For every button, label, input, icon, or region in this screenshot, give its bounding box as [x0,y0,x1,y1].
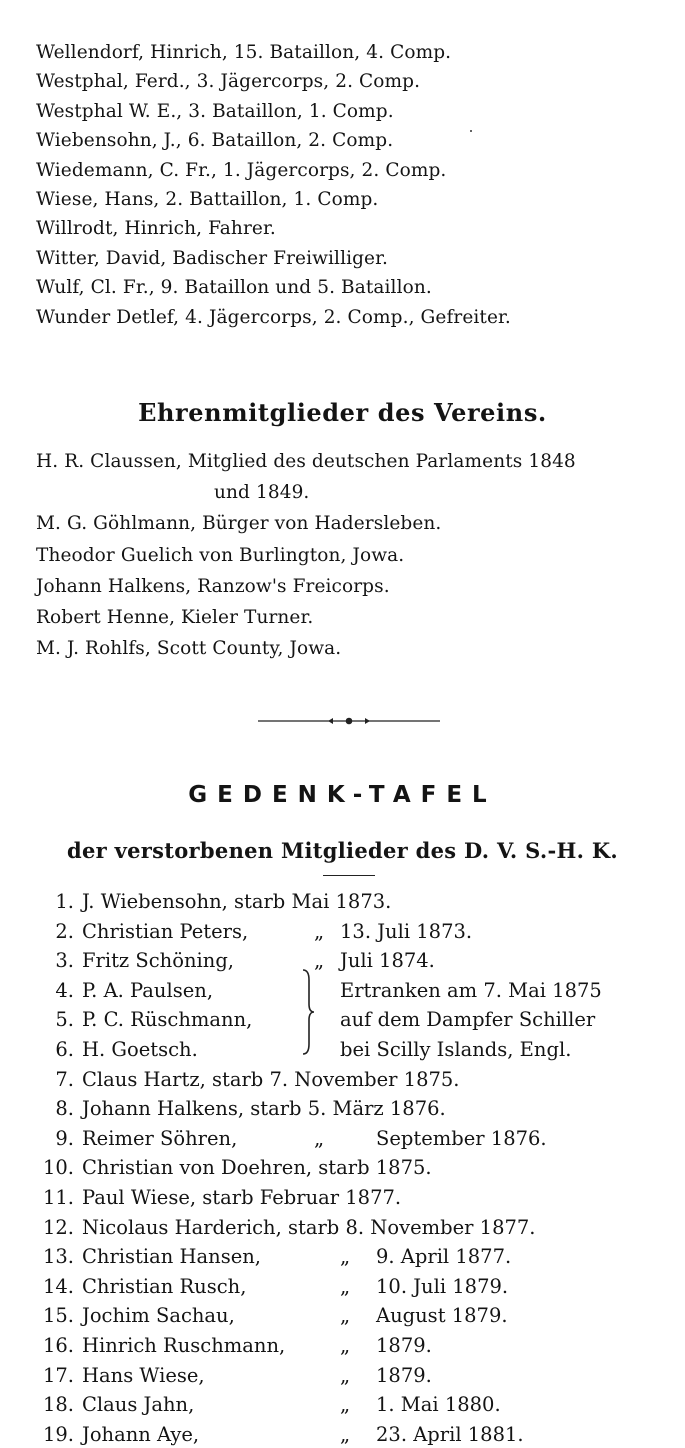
list-item: Wulf, Cl. Fr., 9. Bataillon und 5. Bataillon. [36,277,432,299]
entry-text: Fritz Schöning, [82,949,235,973]
entry-text: Reimer Söhren, [82,1126,238,1150]
list-item: Witter, David, Badischer Freiwilliger. [36,247,388,269]
entry-number: 19. [42,1422,74,1446]
entry-number: 13. [42,1245,74,1269]
entry-date: 13. Juli 1873. [340,919,473,943]
entry-number: 15. [42,1304,74,1328]
list-item: Willrodt, Hinrich, Fahrer. [36,218,276,240]
entry-date: 10. Juli 1879. [376,1274,509,1298]
memorial-heading: GEDENK-TAFEL [188,782,497,808]
curly-brace [300,968,316,1056]
list-item: Theodor Guelich von Burlington, Jowa. [36,544,405,566]
entry-number: 7. [55,1067,74,1091]
list-item: Wiedemann, C. Fr., 1. Jägercorps, 2. Comp. [36,159,447,181]
drowned-note-line: Ertranken am 7. Mai 1875 [340,978,602,1002]
ditto-mark: „ [340,1422,351,1446]
entry-number: 18. [42,1393,74,1417]
entry-text: Nicolaus Harderich, starb 8. November 1877. [82,1215,536,1239]
entry-date: 23. April 1881. [376,1422,524,1446]
entry-number: 3. [55,949,74,973]
drowned-note-line: auf dem Dampfer Schiller [340,1008,596,1032]
list-item: Wiebensohn, J., 6. Bataillon, 2. Comp. [36,130,394,152]
list-item: Wunder Detlef, 4. Jägercorps, 2. Comp., Gefreiter. [36,306,511,328]
entry-date: 1. Mai 1880. [376,1393,501,1417]
entry-number: 8. [55,1097,74,1121]
entry-date: 1879. [376,1363,432,1387]
ornamental-divider [258,713,440,729]
entry-number: 6. [55,1037,74,1061]
list-item: M. G. Göhlmann, Bürger von Hadersleben. [36,513,442,535]
honorary-list [36,446,576,664]
entry-text: Claus Hartz, starb 7. November 1875. [82,1067,460,1091]
ditto-mark: „ [314,919,325,943]
entry-text: Paul Wiese, starb Februar 1877. [82,1185,402,1209]
list-item: Wellendorf, Hinrich, 15. Bataillon, 4. Comp. [36,42,452,63]
entry-text: H. Goetsch. [82,1037,198,1061]
ditto-mark: „ [314,1126,325,1150]
entry-text: Christian Hansen, [82,1245,261,1269]
ditto-mark: „ [340,1333,351,1357]
list-item: Westphal, Ferd., 3. Jägercorps, 2. Comp. [36,71,421,93]
ditto-mark: „ [340,1304,351,1328]
entry-text: Jochim Sachau, [82,1304,235,1328]
memorial-subheading: der verstorbenen Mitglieder des D. V. S.-H. K. [66,838,618,863]
entry-number: 2. [55,919,74,943]
entry-text: Christian von Doehren, starb 1875. [82,1156,432,1180]
ink-speck [470,130,472,132]
entry-date: Juli 1874. [340,949,435,973]
entry-text: Hans Wiese, [82,1363,205,1387]
honorary-heading: Ehrenmitglieder des Vereins. [138,398,547,427]
entry-number: 5. [55,1008,74,1032]
list-item: Wiese, Hans, 2. Battaillon, 1. Comp. [36,189,379,211]
entry-text: J. Wiebensohn, starb Mai 1873. [82,890,392,913]
entry-number: 16. [42,1333,74,1357]
entry-number: 10. [42,1156,74,1180]
entry-text: P. C. Rüschmann, [82,1008,253,1032]
ditto-mark: „ [340,1245,351,1269]
ditto-mark: „ [314,949,325,973]
entry-number: 11. [42,1185,74,1209]
entry-text: P. A. Paulsen, [82,978,214,1002]
ditto-mark: „ [340,1363,351,1387]
entry-number: 12. [42,1215,74,1239]
entry-number: 9. [55,1126,74,1150]
list-item-continuation: und 1849. [214,482,310,504]
drowned-note-line: bei Scilly Islands, Engl. [340,1037,572,1061]
entry-number: 17. [42,1363,74,1387]
entry-text: Hinrich Ruschmann, [82,1333,286,1357]
entry-number: 4. [55,978,74,1002]
ditto-mark: „ [340,1393,351,1417]
entry-date: 9. April 1877. [376,1245,512,1269]
entry-number: 1. [55,890,74,913]
entry-date: September 1876. [376,1126,547,1150]
entry-text: Johann Aye, [82,1422,200,1446]
list-item: Robert Henne, Kieler Turner. [36,607,314,629]
short-rule [323,875,375,876]
entry-date: 1879. [376,1333,432,1357]
member-list-continued [36,38,511,332]
list-item: Johann Halkens, Ranzow's Freicorps. [36,575,390,597]
entry-text: Claus Jahn, [82,1393,195,1417]
entry-text: Christian Peters, [82,919,249,943]
entry-text: Johann Halkens, starb 5. März 1876. [82,1097,446,1121]
list-item: H. R. Claussen, Mitglied des deutschen Parlaments 1848 [36,451,576,472]
ditto-mark: „ [340,1274,351,1298]
entry-text: Christian Rusch, [82,1274,247,1298]
entry-number: 14. [42,1274,74,1298]
entry-date: August 1879. [376,1304,508,1328]
list-item: Westphal W. E., 3. Bataillon, 1. Comp. [36,100,394,122]
list-item: M. J. Rohlfs, Scott County, Jowa. [36,638,342,660]
